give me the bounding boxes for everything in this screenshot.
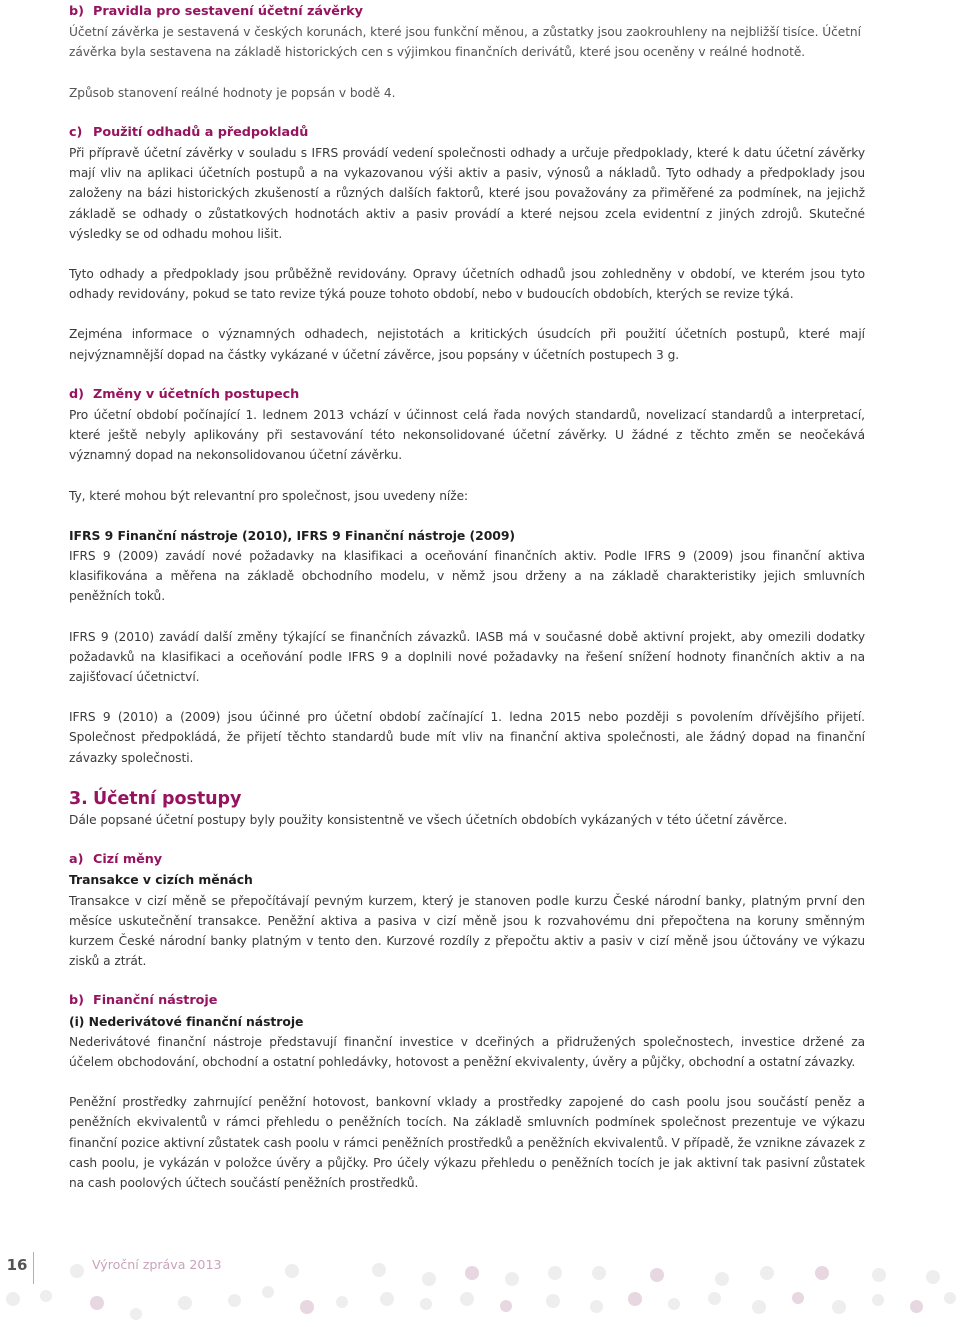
footer-divider (33, 1252, 34, 1284)
paragraph: Způsob stanovení reálné hodnoty je popsán v bodě 4. (69, 85, 396, 100)
paragraph: Ty, které mohou být relevantní pro společnost, jsou uvedeny níže: (69, 488, 469, 503)
decorative-dot (228, 1294, 241, 1307)
decorative-dot (668, 1298, 680, 1310)
decorative-dot (815, 1266, 829, 1280)
decorative-dot (548, 1266, 562, 1280)
section-marker: d) (69, 386, 84, 402)
decorative-dot (872, 1268, 886, 1282)
decorative-dot (505, 1272, 519, 1286)
decorative-dot (90, 1296, 104, 1310)
section-title: Použití odhadů a předpokladů (93, 124, 309, 140)
section-title: Finanční nástroje (93, 993, 218, 1009)
section-title: Změny v účetních postupech (93, 386, 300, 402)
decorative-dot (130, 1308, 142, 1320)
section-marker: b) (69, 993, 84, 1009)
section-heading-estimates (69, 123, 865, 143)
page-number: 16 (6, 1256, 28, 1274)
decorative-dot (715, 1272, 729, 1286)
decorative-dot (70, 1264, 84, 1278)
paragraph: Transakce v cizí měně se přepočítávají pevným kurzem, který je stanoven podle kurzu České národní banky, platným první den měsíce uskutečnění transakce. Peněžní aktiva a pasiva v cizí měně jsou k rozvahovému dni přepočtena na koruny směnným kurzem České národní banky platným v tento den. Kurzové rozdíly z přepočtu aktiv a pasiv v cizí měně jsou účtovány ve výkazu zisků a ztrát. (69, 893, 865, 969)
section-heading-currency (69, 850, 865, 870)
section-marker: a) (69, 852, 84, 868)
decorative-dot (944, 1292, 956, 1304)
decorative-dot (546, 1294, 560, 1308)
decorative-dot (592, 1266, 606, 1280)
decorative-dot (336, 1296, 348, 1308)
paragraph: IFRS 9 (2009) zavádí nové požadavky na klasifikaci a oceňování finančních aktiv. Podle IFRS 9 (2009) jsou finanční aktiva klasifikována a měřena na základě obchodního modelu, v němž jsou drženy a na základě charakteristiky jejich smluvních peněžních toků. (69, 549, 865, 604)
subheading: (i) Nederivátové finanční nástroje (69, 1013, 304, 1029)
decorative-dot (832, 1300, 846, 1314)
page-content (69, 2, 865, 1193)
subheading-ifrs9: IFRS 9 Finanční nástroje (2010), IFRS 9 Finanční nástroje (2009) (69, 527, 516, 543)
decorative-dot (178, 1296, 192, 1310)
decorative-dot (910, 1300, 923, 1313)
paragraph: Nederivátové finanční nástroje představují finanční investice v dceřiných a přidružených společnostech, investice držené za účelem obchodování, obchodní a ostatní pohledávky, hotovost a peněžní ekvivalenty, úvěry a půjčky, obchodní a ostatní závazky. (69, 1034, 865, 1069)
decorative-dot (628, 1292, 642, 1306)
decorative-dot (422, 1272, 436, 1286)
decorative-dot (372, 1263, 386, 1277)
decorative-dot (926, 1270, 940, 1284)
paragraph: Pro účetní období počínající 1. lednem 2013 vchází v účinnost celá řada nových standardů, novelizací standardů a interpretací, které ještě nebyly aplikovány při sestavování této nekonsolidované účetní závěrky. U žádné z těchto změn se neočekává významný dopad na nekonsolidovanou účetní závěrku. (69, 408, 865, 463)
decorative-dot (590, 1300, 603, 1313)
decorative-dot (465, 1266, 479, 1280)
decorative-dot (285, 1264, 299, 1278)
section-marker: c) (69, 124, 83, 140)
decorative-dot (262, 1286, 274, 1298)
section-title: Cizí měny (93, 852, 163, 868)
decorative-dot (380, 1292, 394, 1306)
decorative-dot (500, 1300, 512, 1312)
chapter-title: Účetní postupy (93, 788, 242, 809)
paragraph: Dále popsané účetní postupy byly použity konsistentně ve všech účetních obdobích vykázaných v této účetní závěrce. (69, 812, 788, 827)
section-heading-instruments (69, 991, 865, 1011)
paragraph: Zejména informace o významných odhadech, nejistotách a kritických úsudcích při použití účetních postupů, které mají nejvýznamnější dopad na částky vykázané v účetní závěrce, jsou popsány v účetních postupech 3 g. (69, 327, 865, 362)
decorative-dot (708, 1292, 721, 1305)
chapter-number: 3. (69, 788, 88, 809)
paragraph: Účetní závěrka je sestavená v českých korunách, které jsou funkční měnou, a zůstatky jsou zaokrouhleny na nejbližší tisíce. Účetní závěrka byla sestavena na základě historických cen s výjimkou finančních derivátů, které jsou oceněny v reálné hodnotě. (69, 25, 861, 60)
chapter-heading-accounting-policies (69, 788, 865, 810)
decorative-dot (420, 1298, 432, 1310)
subheading: Transakce v cizích měnách (69, 872, 253, 888)
decorative-dot (460, 1292, 474, 1306)
decorative-dot (6, 1292, 20, 1306)
section-marker: b) (69, 4, 84, 19)
decorative-dot (872, 1294, 884, 1306)
section-heading-rules (69, 2, 865, 22)
paragraph: IFRS 9 (2010) zavádí další změny týkající se finančních závazků. IASB má v současné době aktivní projekt, aby omezili dodatky požadavků na klasifikaci a oceňování podle IFRS 9 a doplnili nové požadavky na řešení snížení hodnoty finančních aktiv a na zajišťovací účetnictví. (69, 629, 865, 685)
footer-title: Výroční zpráva 2013 (92, 1257, 222, 1272)
decorative-dot (40, 1290, 52, 1302)
decorative-dot (792, 1292, 804, 1304)
decorative-dot (650, 1268, 664, 1282)
decorative-dot (752, 1300, 766, 1314)
section-title: Pravidla pro sestavení účetní závěrky (93, 4, 363, 19)
decorative-dot (760, 1266, 774, 1280)
paragraph: Peněžní prostředky zahrnující peněžní hotovost, bankovní vklady a prostředky zapojené do cash poolu jsou součástí peněz a peněžních ekvivalentů v rámci přehledu o peněžních tocích. Na základě smluvních podmínek společnost prezentuje ve výkazu finanční pozice aktivní zůstatek cash poolu v rámci peněžních prostředků a peněžních ekvivalentů. V případě, že vznikne závazek z cash poolu, je vykázán v položce úvěry a půjčky. Pro účely výkazu přehledu o peněžních tocích je jak aktivní tak pasivní zůstatek na cash poolových účtech součástí peněžních prostředků. (69, 1095, 865, 1190)
decorative-dot (300, 1300, 314, 1314)
paragraph: IFRS 9 (2010) a (2009) jsou účinné pro účetní období začínající 1. ledna 2015 nebo později s povolením dřívějšího přijetí. Společnost předpokládá, že přijetí těchto standardů bude mít vliv na finanční aktiva společnosti, ale žádný dopad na finanční závazky společnosti. (69, 710, 865, 765)
paragraph: Při přípravě účetní závěrky v souladu s IFRS provádí vedení společnosti odhady a určuje předpoklady, které k datu účetní závěrky mají vliv na aplikaci účetních postupů a na vykazovanou výši aktiv a pasiv, výnosů a nákladů. Tyto odhady a předpoklady jsou založeny na bázi historických zkušeností a různých dalších faktorů, které jsou považovány za přiměřené za podmínek, na jejichž základě se odhady o zůstatkových hodnotách aktiv a pasiv provádí a které nejsou zcela evidentní z jiných zdrojů. Skutečné výsledky se od odhadu mohou lišit. (69, 146, 865, 241)
section-heading-changes (69, 385, 865, 405)
paragraph: Tyto odhady a předpoklady jsou průběžně revidovány. Opravy účetních odhadů jsou zohledněny v období, ve kterém jsou tyto odhady revidovány, pokud se tato revize týká pouze tohoto období, nebo v budoucích obdobích, kterých se revize týká. (69, 267, 865, 302)
page-footer (0, 1248, 960, 1327)
